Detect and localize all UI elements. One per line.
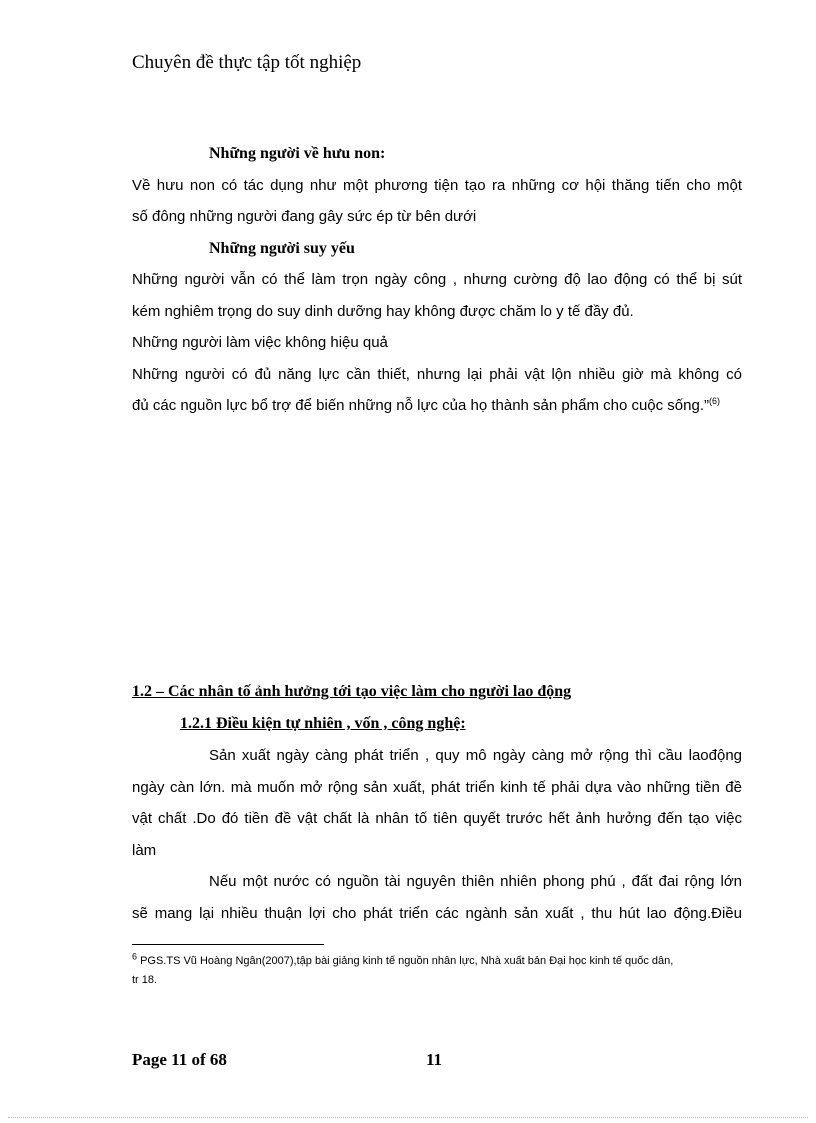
footnote: [132, 952, 742, 990]
page-bottom-border: [8, 1117, 808, 1118]
paragraph-line: Sản xuất ngày càng phát triển , quy mô ngày càng mở rộng thì cầu laođộng: [209, 747, 742, 764]
paragraph-line: kém nghiêm trọng do suy dinh dưỡng hay không được chăm lo y tế đầy đủ.: [132, 302, 634, 320]
footnote-text: PGS.TS Vũ Hoàng Ngân(2007),tập bài giảng kinh tế nguồn nhân lực, Nhà xuất bản Đại học kinh tế quốc dân,: [137, 955, 674, 967]
running-header: Chuyên đề thực tập tốt nghiệp: [132, 52, 362, 73]
footnote-line: [132, 952, 742, 971]
paragraph-line: làm: [132, 841, 157, 859]
heading-early-retire: Những người về hưu non:: [209, 145, 386, 162]
footnote-marker: 6: [132, 951, 138, 962]
paragraph-line: vật chất .Do đó tiền đề vật chất là nhân tố tiên quyết trước hết ảnh hưởng đến tạo việc: [132, 810, 742, 827]
paragraph-text: đủ các nguồn lực bổ trợ để biến những nỗ lực của họ thành sản phẩm cho cuộc sống.”: [132, 397, 709, 414]
paragraph-line: Về hưu non có tác dụng như một phương tiện tạo ra những cơ hội thăng tiến cho một: [132, 176, 742, 194]
paragraph-line: sẽ mang lại nhiều thuận lợi cho phát triển các ngành sản xuất , thu hút lao động.Điều: [132, 904, 742, 922]
section-heading: 1.2 – Các nhân tố ảnh hưởng tới tạo việc làm cho người lao động: [132, 683, 572, 700]
footnote-reference[interactable]: (6): [709, 396, 720, 406]
paragraph-line: Những người có đủ năng lực cần thiết, nhưng lại phải vật lộn nhiều giờ mà không có: [132, 365, 742, 383]
subsection-heading: 1.2.1 Điều kiện tự nhiên , vốn , công nghệ:: [180, 715, 466, 732]
paragraph-line: số đông những người đang gây sức ép từ bên dưới: [132, 208, 477, 225]
footnote-separator: [132, 944, 324, 945]
page-footer-number: 11: [426, 1050, 443, 1069]
page-footer-label: Page 11 of 68: [132, 1050, 227, 1069]
heading-weak: Những người suy yếu: [209, 239, 355, 257]
footnote-line: tr 18.: [132, 974, 158, 986]
section-1: [132, 138, 742, 422]
paragraph-line: Những người vẫn có thể làm trọn ngày công , nhưng cường độ lao động có thể bị sút: [132, 271, 742, 288]
paragraph-line: ngày càn lớn. mà muốn mở rộng sản xuất, phát triển kinh tế phải dựa vào những tiền đề: [132, 778, 742, 796]
paragraph-heading-ineffective: Những người làm việc không hiệu quả: [132, 334, 388, 351]
paragraph-line: [132, 390, 742, 422]
section-2-body: [132, 740, 742, 929]
paragraph-line: Nếu một nước có nguồn tài nguyên thiên nhiên phong phú , đất đai rộng lớn: [209, 873, 742, 890]
